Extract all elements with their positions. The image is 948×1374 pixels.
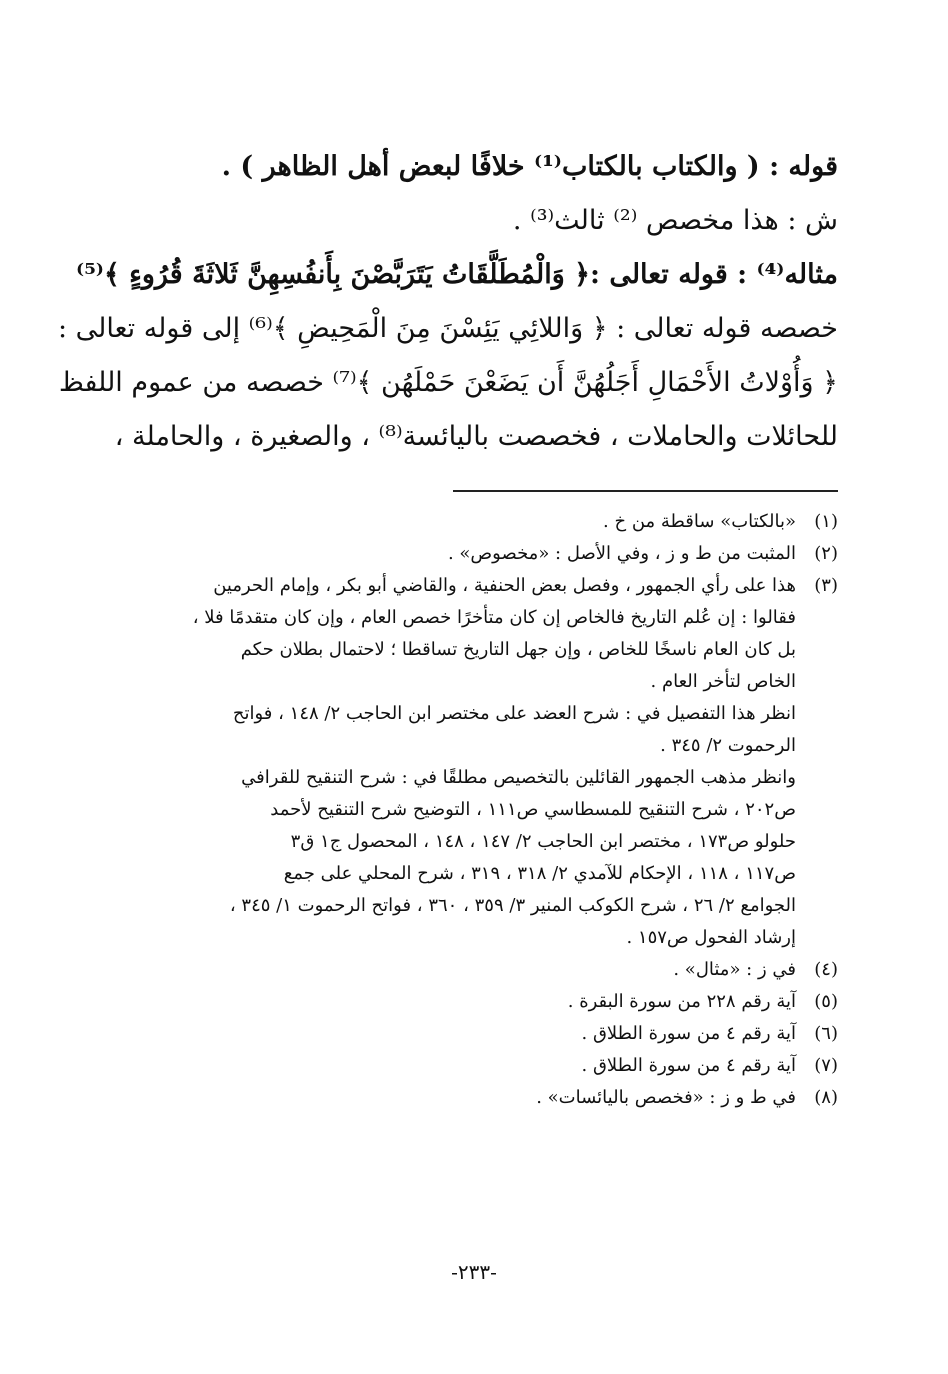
footnote-3 (128, 570, 838, 602)
footnote-3-line-4: الخاص لتأخر العام . (650, 671, 796, 692)
footnote-3-line-7: وانظر مذهب الجمهور القائلين بالتخصيص مطلقًا في : شرح التنقيح للقرافي (241, 767, 796, 788)
footnote-6 (128, 1018, 838, 1050)
footnote-5 (128, 986, 838, 1018)
page-body (57, 140, 838, 1114)
footnote-3-line-8: ص٢٠٢ ، شرح التنقيح للمسطاسي ص١١١ ، التوضيح شرح التنقيح لأحمد (270, 799, 796, 820)
main-line-1: قوله : ( والكتاب بالكتاب⁽¹⁾ خلافًا لبعض أهل الظاهر ) . (221, 151, 838, 182)
footnote-3-line-12: إرشاد الفحول ص١٥٧ . (626, 927, 796, 948)
footnote-2 (128, 538, 838, 570)
main-line-4: خصصه قوله تعالى : ﴿ وَاللائِي يَئِسْنَ مِنَ الْمَحِيضِ ﴾⁽⁶⁾ إلى قوله تعالى : (57, 313, 838, 344)
footnote-text: هذا على رأي الجمهور ، وفصل بعض الحنفية ، والقاضي أبو بكر ، وإمام الحرمين (213, 575, 796, 596)
footnote-number: (١) (814, 511, 838, 532)
footnote-text: «بالكتاب» ساقطة من خ . (603, 511, 796, 532)
main-line-5: ﴿ وَأُوْلاتُ الأَحْمَالِ أَجَلُهُنَّ أَن يَضَعْنَ حَمْلَهُن ﴾⁽⁷⁾ خصصه من عموم اللفظ (58, 367, 838, 398)
footnote-7 (128, 1050, 838, 1082)
footnote-8 (128, 1082, 838, 1114)
footnote-text: آية رقم ٤ من سورة الطلاق . (581, 1055, 796, 1076)
footnote-4 (128, 954, 838, 986)
footnote-3-line-11: الجوامع ٢/ ٢٦ ، شرح الكوكب المنير ٣/ ٣٥٩ ، ٣٦٠ ، فواتح الرحموت ١/ ٣٤٥ ، (229, 895, 796, 916)
footnote-number: (٤) (814, 959, 838, 980)
footnote-text: آية رقم ٤ من سورة الطلاق . (581, 1023, 796, 1044)
footnote-1 (128, 506, 838, 538)
footnote-number: (٨) (814, 1087, 838, 1108)
main-line-3: مثاله⁽⁴⁾ : قوله تعالى :﴿ وَالْمُطَلَّقَاتُ يَتَرَبَّصْنَ بِأَنفُسِهِنَّ ثَلاثَةَ قُرُوءٍ ﴾⁽⁵⁾ (76, 259, 838, 290)
footnote-3-line-9: حلولو ص١٧٣ ، مختصر ابن الحاجب ٢/ ١٤٧ ، ١٤٨ ، المحصول ج١ ق٣ (290, 831, 796, 852)
footnote-number: (٧) (814, 1055, 838, 1076)
footnote-3-line-5: انظر هذا التفصيل في : شرح العضد على مختصر ابن الحاجب ٢/ ١٤٨ ، فواتح (232, 703, 796, 724)
footnote-3-line-10: ص١١٧ ، ١١٨ ، الإحكام للآمدي ٢/ ٣١٨ ، ٣١٩ ، شرح المحلي على جمع (283, 863, 796, 884)
footnotes (128, 506, 838, 1114)
main-line-2: ش : هذا مخصص ⁽²⁾ ثالث⁽³⁾ . (512, 205, 838, 236)
footnote-text: في ط و ز : «فخصص باليائسات» . (536, 1087, 796, 1108)
footnote-text: المثبت من ط و ز ، وفي الأصل : «مخصوص» . (447, 543, 796, 564)
main-line-6: للحائلات والحاملات ، فخصصت باليائسة⁽⁸⁾ ، والصغيرة ، والحاملة ، (114, 421, 838, 452)
footnote-3-line-3: بل كان العام ناسخًا للخاص ، وإن جهل التاريخ تساقطا ؛ لاحتمال بطلان حكم (240, 639, 796, 660)
footnote-number: (٣) (814, 575, 838, 596)
footnote-separator (453, 490, 838, 492)
footnote-number: (٢) (814, 543, 838, 564)
footnote-3-line-2: فقالوا : إن عُلم التاريخ فالخاص إن كان متأخرًا خصص العام ، وإن كان متقدمًا فلا ، (192, 607, 796, 628)
footnote-3-line-6: الرحموت ٢/ ٣٤٥ . (660, 735, 796, 756)
page-number: -٢٣٣- (451, 1260, 497, 1284)
footnote-text: في ز : «مثال» . (673, 959, 796, 980)
footnote-number: (٦) (814, 1023, 838, 1044)
footnote-text: آية رقم ٢٢٨ من سورة البقرة . (567, 991, 796, 1012)
footnote-number: (٥) (814, 991, 838, 1012)
